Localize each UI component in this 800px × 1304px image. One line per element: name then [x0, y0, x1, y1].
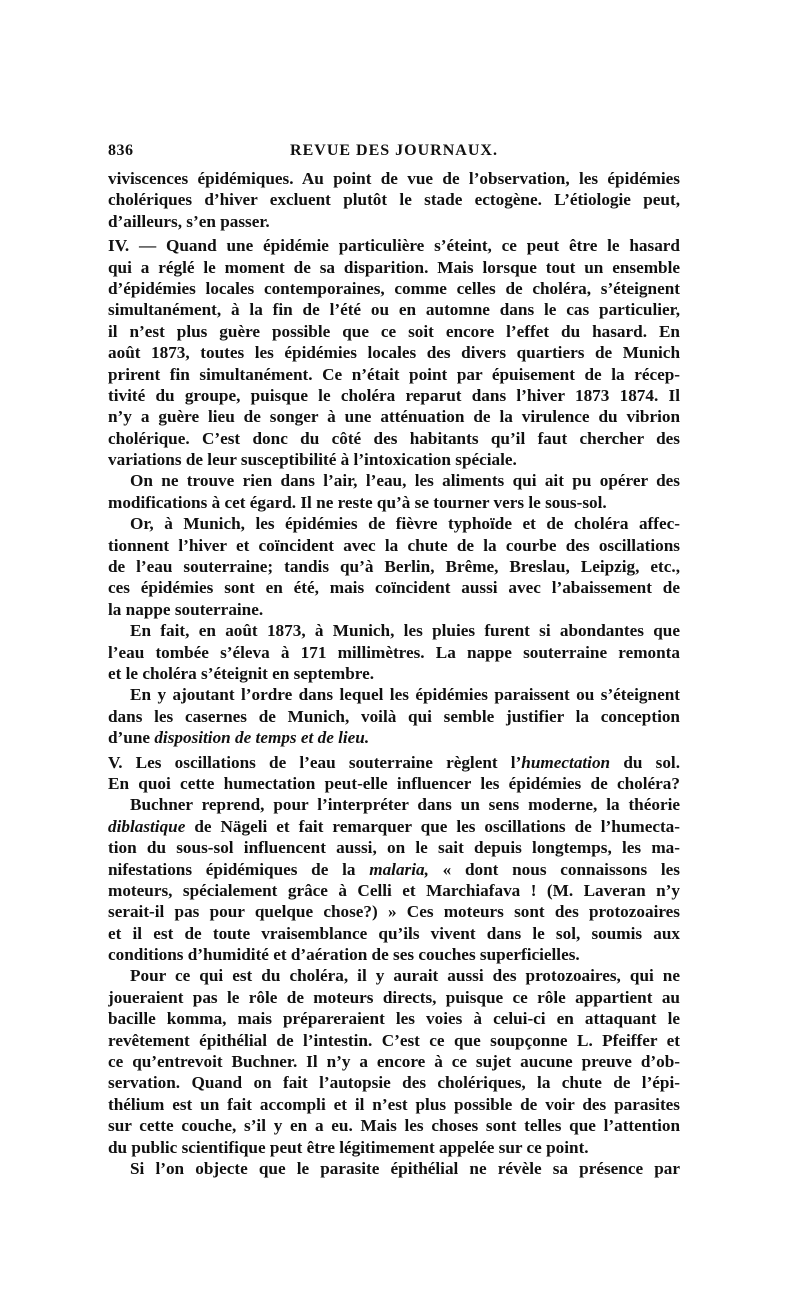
text-line: servation. Quand on fait l’autopsie des cholériques, la chute de l’épi- — [108, 1073, 680, 1093]
text-span: V. Les oscillations de l’eau souterraine règlent l’ — [108, 752, 522, 772]
text-line: d’ailleurs, s’en passer. — [108, 211, 270, 231]
text-line: Or, à Munich, les épidémies de fièvre typhoïde et de choléra affec- — [130, 514, 680, 534]
text-line: de l’eau souterraine; tandis qu’à Berlin, Brême, Breslau, Leipzig, etc., — [108, 557, 680, 577]
text-line: En y ajoutant l’ordre dans lequel les épidémies paraissent ou s’éteignent — [130, 685, 680, 705]
text-line: n’y a guère lieu de songer à une atténuation de la virulence du vibrion — [108, 407, 680, 427]
text-line: modifications à cet égard. Il ne reste qu’à se tourner vers le sous-sol. — [108, 492, 607, 512]
text-line: ce qu’entrevoit Buchner. Il n’y a encore à ce sujet aucune preuve d’ob- — [108, 1052, 680, 1072]
italic-span: malaria, — [369, 859, 429, 879]
text-line: qui a réglé le moment de sa disparition. Mais lorsque tout un ensemble — [108, 257, 680, 277]
text-line: serait-il pas pour quelque chose?) » Ces moteurs sont des protozoaires — [108, 902, 680, 922]
text-line: Buchner reprend, pour l’interpréter dans un sens moderne, la théorie — [130, 795, 680, 815]
text-line: cholériques d’hiver excluent plutôt le stade ectogène. L’étiologie peut, — [108, 190, 680, 210]
italic-span: diblastique — [108, 816, 186, 836]
text-line: variations de leur susceptibilité à l’intoxication spéciale. — [108, 450, 517, 470]
text-line: En fait, en août 1873, à Munich, les pluies furent si abondantes que — [130, 621, 680, 641]
italic-span: humectation — [521, 752, 611, 772]
text-line: tionnent l’hiver et coïncident avec la chute de la courbe des oscillations — [108, 535, 680, 555]
text-line: conditions d’humidité et d’aération de ses couches superficielles. — [108, 945, 580, 965]
text-line: et le choléra s’éteignit en septembre. — [108, 663, 375, 683]
text-line: Pour ce qui est du choléra, il y aurait aussi des protozoaires, qui ne — [130, 966, 680, 986]
text-line — [108, 859, 680, 880]
text-line: sur cette couche, s’il y en a eu. Mais les choses sont telles que l’attention — [108, 1116, 680, 1136]
text-line: thélium est un fait accompli et il n’est plus possible de voir des parasites — [108, 1094, 680, 1114]
text-line — [108, 816, 680, 837]
text-line: bacille komma, mais prépareraient les voies à celui-ci en attaquant le — [108, 1009, 680, 1029]
text-line: IV. — Quand une épidémie particulière s’éteint, ce peut être le hasard — [108, 236, 680, 256]
text-line: revêtement épithélial de l’intestin. C’est ce que soupçonne L. Pfeiffer et — [108, 1030, 680, 1050]
text-line: En quoi cette humectation peut-elle influencer les épidémies de choléra? — [108, 773, 680, 793]
text-line: simultanément, à la fin de l’été ou en automne dans le cas particulier, — [108, 300, 680, 320]
text-line: et il est de toute vraisemblance qu’ils vivent dans le sol, soumis aux — [108, 923, 680, 943]
italic-span: disposition de temps et de lieu. — [154, 728, 370, 748]
text-line: On ne trouve rien dans l’air, l’eau, les aliments qui ait pu opérer des — [130, 471, 680, 491]
text-span: du sol. — [623, 752, 680, 772]
text-span: d’une — [108, 728, 151, 748]
text-line: cholérique. C’est donc du côté des habitants qu’il faut chercher des — [108, 428, 680, 448]
text-line: tion du sous-sol influencent aussi, on le sait depuis longtemps, les ma- — [108, 838, 680, 858]
text-line: l’eau tombée s’éleva à 171 millimètres. La nappe souterraine remonta — [108, 642, 680, 662]
text-span: de Nägeli et fait remarquer que les oscillations de l’humecta- — [194, 816, 680, 836]
text-line: prirent fin simultanément. Ce n’était point par épuisement de la récep- — [108, 364, 680, 384]
text-line: août 1873, toutes les épidémies locales des divers quartiers de Munich — [108, 343, 680, 363]
text-line: d’épidémies locales contemporaines, comme celles de choléra, s’éteignent — [108, 278, 680, 298]
text-line: tivité du groupe, puisque le choléra reparut dans l’hiver 1873 1874. Il — [108, 385, 680, 405]
text-span: nifestations épidémiques de la — [108, 859, 356, 879]
text-line — [108, 727, 680, 748]
text-line: viviscences épidémiques. Au point de vue de l’observation, les épidémies — [108, 169, 680, 188]
text-line: moteurs, spécialement grâce à Celli et Marchiafava ! (M. Laveran n’y — [108, 880, 680, 900]
text-line: Si l’on objecte que le parasite épithélial ne révèle sa présence par — [130, 1158, 680, 1178]
text-line: la nappe souterraine. — [108, 599, 264, 619]
running-title: REVUE DES JOURNAUX. — [290, 142, 498, 159]
text-span: « dont nous connaissons les — [442, 859, 680, 879]
text-line: il n’est plus guère possible que ce soit encore l’effet du hasard. En — [108, 321, 680, 341]
body-text — [108, 168, 680, 1179]
text-line: ces épidémies sont en été, mais coïncident aussi avec l’abaissement de — [108, 578, 680, 598]
page-number: 836 — [108, 142, 134, 159]
running-head — [108, 142, 680, 164]
text-line: dans les casernes de Munich, voilà qui semble justifier la conception — [108, 706, 680, 726]
text-line: du public scientifique peut être légitimement appelée sur ce point. — [108, 1137, 589, 1157]
text-line — [108, 752, 680, 773]
text-line: joueraient pas le rôle de moteurs directs, puisque ce rôle appartient au — [108, 987, 680, 1007]
